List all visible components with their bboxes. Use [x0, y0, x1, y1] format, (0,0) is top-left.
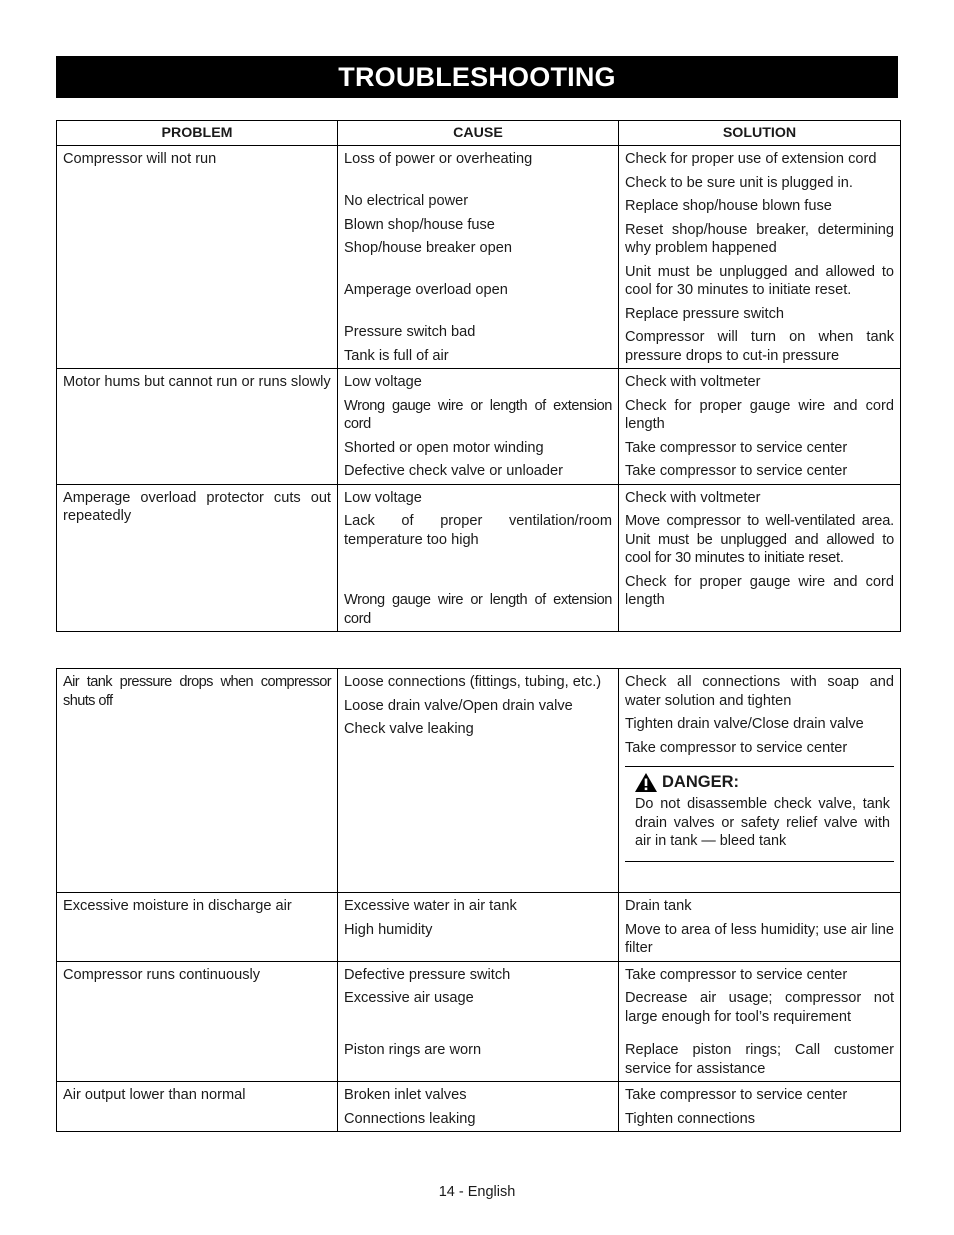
solution-item: Take compressor to service center: [625, 463, 848, 479]
cause-item: Low voltage: [344, 374, 422, 390]
cause-item: Wrong gauge wire or length of extension cord: [344, 592, 612, 627]
cause-item: Piston rings are worn: [344, 1042, 482, 1058]
solution-item: Replace pressure switch: [625, 305, 784, 322]
cause-item: Defective pressure switch: [344, 966, 511, 983]
cause-item: Connections leaking: [344, 1110, 476, 1127]
solution-item: Decrease air usage; compressor not large enough for tool’s requirement: [625, 990, 894, 1025]
cause-cell: [338, 1082, 618, 1131]
danger-label: DANGER:: [662, 773, 739, 792]
solution-item: Check with voltmeter: [625, 489, 761, 506]
header-cause: CAUSE: [338, 121, 619, 146]
header-solution: SOLUTION: [619, 121, 901, 146]
danger-warning: [625, 766, 894, 862]
solution-item: Check to be sure unit is plugged in.: [625, 174, 853, 191]
danger-text: Do not disassemble check valve, tank drain valves or safety relief valve with air in tank — bleed tank: [635, 796, 890, 849]
cause-item: Pressure switch bad: [344, 324, 476, 340]
solution-item: Move compressor to well-ventilated area. Unit must be unplugged and allowed to cool for 30 minutes to initiate reset.: [625, 513, 894, 566]
problem-cell: Air output lower than normal: [63, 1087, 246, 1103]
cause-item: Low voltage: [344, 489, 422, 506]
cause-item: Defective check valve or unloader: [344, 463, 564, 479]
cause-item: Blown shop/house fuse: [344, 216, 495, 233]
solution-item: Reset shop/house breaker, determining why problem happened: [625, 221, 894, 256]
cause-item: Shop/house breaker open: [344, 240, 512, 256]
solution-item: Check for proper gauge wire and cord length: [625, 397, 894, 432]
solution-item: Take compressor to service center: [625, 966, 848, 983]
solution-item: Take compressor to service center: [625, 739, 848, 756]
solution-item: Check for proper use of extension cord: [625, 151, 877, 167]
cause-item: Shorted or open motor winding: [344, 439, 544, 456]
cause-item: Excessive water in air tank: [344, 898, 517, 914]
cause-item: Amperage overload open: [344, 282, 508, 298]
solution-cell: [619, 962, 900, 1082]
cause-item: Loss of power or overheating: [344, 151, 533, 167]
cause-item: High humidity: [344, 921, 433, 938]
problem-cell: Air tank pressure drops when compressor shuts off: [63, 674, 331, 709]
table-row: [57, 146, 901, 369]
cause-item: Lack of proper ventilation/room temperature too high: [344, 513, 612, 548]
solution-item: Take compressor to service center: [625, 439, 848, 456]
cause-item: Wrong gauge wire or length of extension cord: [344, 397, 612, 432]
troubleshooting-table-2: [56, 668, 901, 1132]
solution-cell: [619, 146, 900, 368]
solution-cell: [619, 369, 900, 484]
cause-cell: [338, 962, 618, 1063]
page-title: TROUBLESHOOTING: [56, 56, 898, 98]
solution-item: Compressor will turn on when tank pressure drops to cut-in pressure: [625, 329, 894, 364]
cause-cell: [338, 893, 618, 942]
solution-item: Take compressor to service center: [625, 1087, 848, 1103]
warning-triangle-icon: [635, 773, 657, 792]
solution-cell: [619, 893, 900, 961]
page-footer: 14 - English: [438, 1184, 516, 1200]
cause-item: No electrical power: [344, 193, 469, 209]
solution-item: Check all connections with soap and water solution and tighten: [625, 674, 894, 709]
table-row: [57, 484, 901, 632]
solution-cell: [619, 485, 900, 613]
solution-item: Drain tank: [625, 898, 692, 914]
cause-cell: [338, 146, 618, 368]
table-row: [57, 369, 901, 485]
cause-item: Loose connections (fittings, tubing, etc.): [344, 674, 602, 690]
solution-item: Check for proper gauge wire and cord length: [625, 573, 894, 608]
table-row: [57, 669, 901, 893]
cause-item: Tank is full of air: [344, 347, 449, 364]
cause-cell: [338, 369, 618, 484]
problem-cell: Motor hums but cannot run or runs slowly: [63, 374, 331, 390]
solution-cell: [619, 669, 900, 865]
solution-item: Unit must be unplugged and allowed to cool for 30 minutes to initiate reset.: [625, 263, 894, 298]
cause-item: Loose drain valve/Open drain valve: [344, 697, 573, 714]
problem-cell: Compressor will not run: [63, 151, 217, 167]
cause-cell: [338, 669, 618, 742]
table-row: [57, 961, 901, 1082]
table-row: [57, 1082, 901, 1132]
table-row: [57, 893, 901, 962]
solution-cell: [619, 1082, 900, 1131]
solution-item: Check with voltmeter: [625, 374, 761, 390]
solution-item: Move to area of less humidity; use air line filter: [625, 921, 894, 956]
problem-cell: Amperage overload protector cuts out repeatedly: [63, 489, 331, 524]
problem-cell: Compressor runs continuously: [63, 966, 261, 983]
solution-item: Replace piston rings; Call customer service for assistance: [625, 1042, 894, 1077]
cause-item: Broken inlet valves: [344, 1087, 467, 1103]
header-problem: PROBLEM: [57, 121, 338, 146]
troubleshooting-table-1: [56, 120, 901, 632]
solution-item: Tighten connections: [625, 1110, 756, 1127]
cause-item: Check valve leaking: [344, 721, 474, 737]
table-header-row: [57, 121, 901, 146]
cause-cell: [338, 485, 618, 632]
cause-item: Excessive air usage: [344, 990, 474, 1006]
solution-item: Replace shop/house blown fuse: [625, 198, 832, 214]
problem-cell: Excessive moisture in discharge air: [63, 898, 292, 914]
solution-item: Tighten drain valve/Close drain valve: [625, 716, 864, 732]
